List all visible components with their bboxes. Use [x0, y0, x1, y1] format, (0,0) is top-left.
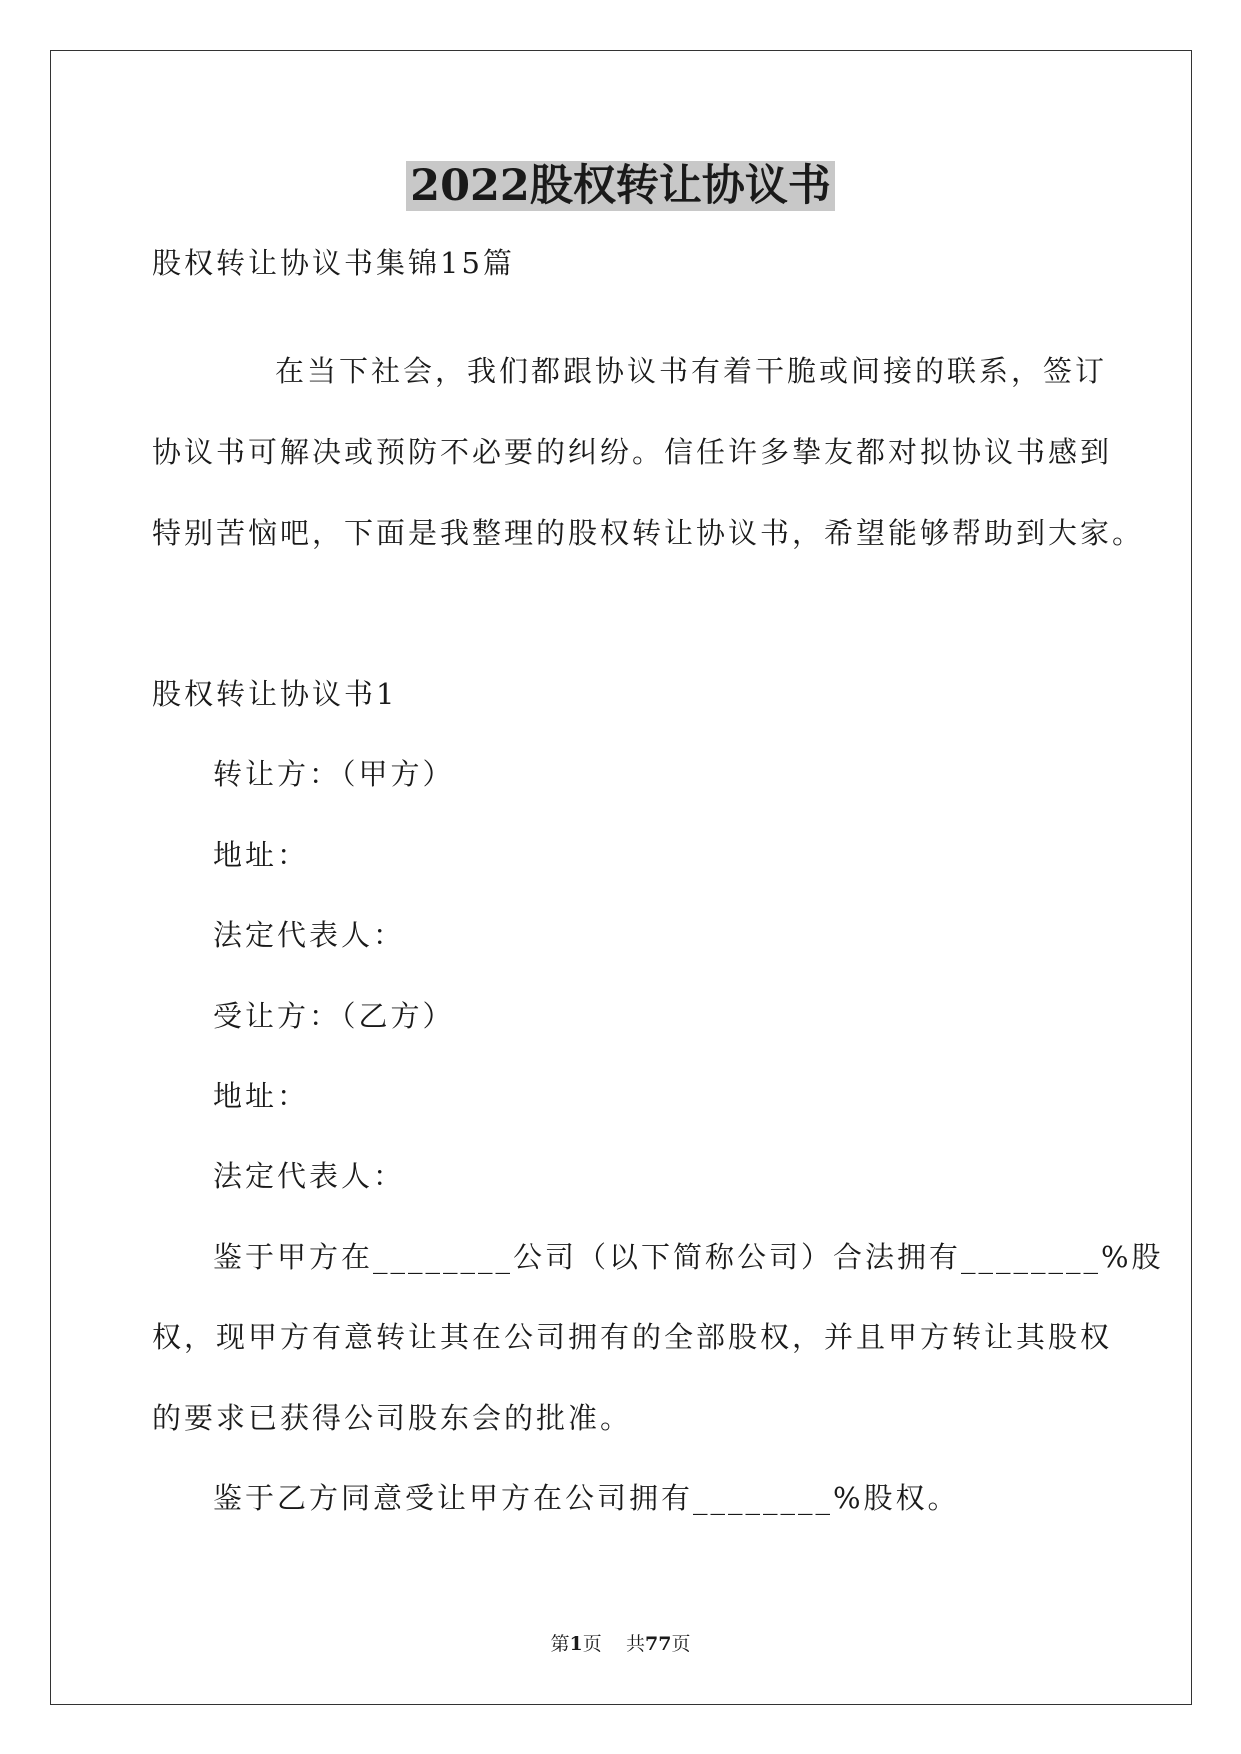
document-subtitle: 股权转让协议书集锦15篇: [152, 246, 515, 280]
intro-line-3: 特别苦恼吧，下面是我整理的股权转让协议书，希望能够帮助到大家。: [152, 516, 1145, 550]
field-transferor-address: 地址：: [213, 838, 310, 872]
field-transferee: 受让方：（乙方）: [213, 999, 455, 1033]
clause-2: 鉴于乙方同意受让甲方在公司拥有________%股权。: [213, 1481, 960, 1515]
footer-total-suffix: 页: [671, 1633, 691, 1655]
section-heading: 股权转让协议书1: [152, 677, 398, 711]
page-border: [50, 50, 1192, 1705]
intro-line-1: 在当下社会，我们都跟协议书有着干脆或间接的联系，签订: [275, 354, 1108, 388]
footer-total-pages: 77: [644, 1633, 672, 1655]
footer-total-prefix: 共: [625, 1633, 645, 1655]
field-transferor-representative: 法定代表人：: [213, 918, 406, 952]
field-transferee-representative: 法定代表人：: [213, 1159, 406, 1193]
field-transferee-address: 地址：: [213, 1079, 310, 1113]
clause-1-line-2: 权，现甲方有意转让其在公司拥有的全部股权，并且甲方转让其股权: [152, 1320, 1113, 1354]
clause-1-line-3: 的要求已获得公司股东会的批准。: [152, 1401, 633, 1435]
clause-1-line-1: 鉴于甲方在________公司（以下简称公司）合法拥有________%股: [213, 1240, 1164, 1274]
footer-page-number: 1: [569, 1633, 583, 1655]
footer-prefix: 第: [550, 1633, 570, 1655]
footer-page-suffix: 页: [582, 1633, 602, 1655]
page-footer: [0, 1631, 1241, 1657]
intro-line-2: 协议书可解决或预防不必要的纠纷。信任许多挚友都对拟协议书感到: [152, 435, 1113, 469]
document-title: [0, 156, 1241, 216]
document-title-text: 2022股权转让协议书: [406, 161, 835, 211]
field-transferor: 转让方：（甲方）: [213, 757, 455, 791]
